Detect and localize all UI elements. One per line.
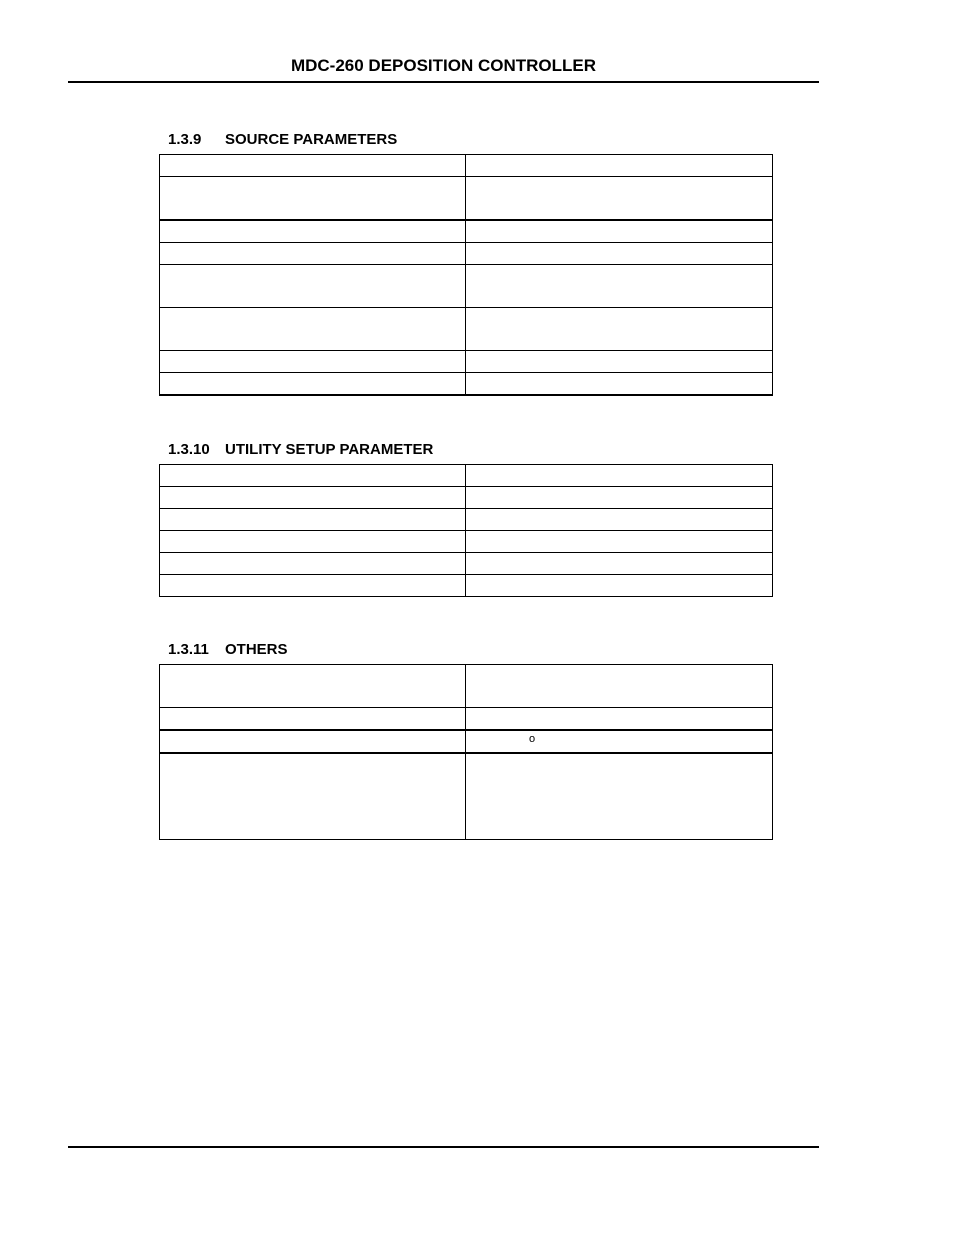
- section-title: OTHERS: [225, 641, 288, 658]
- degree-symbol: o: [529, 733, 536, 745]
- table-cell: [160, 465, 466, 487]
- table-cell: [160, 708, 466, 731]
- table-cell: [466, 465, 773, 487]
- table-cell: [160, 531, 466, 553]
- table-cell: [466, 730, 773, 753]
- table-cell: [466, 575, 773, 597]
- table-cell: [160, 553, 466, 575]
- table-cell: [466, 665, 773, 708]
- section-number: 1.3.11: [168, 641, 209, 658]
- section-number: 1.3.10: [168, 441, 210, 458]
- table-row: [160, 465, 773, 487]
- table-row: [160, 265, 773, 308]
- table-row: [160, 531, 773, 553]
- table-row: [160, 553, 773, 575]
- utility-setup-parameter-table: [159, 464, 773, 597]
- footer-rule: [68, 1146, 819, 1148]
- table-row: [160, 575, 773, 597]
- section-heading-utility-setup-parameter: [168, 441, 433, 459]
- section-heading-others: [168, 641, 288, 659]
- table-cell: [466, 243, 773, 265]
- table-cell: [160, 509, 466, 531]
- table-cell: [160, 177, 466, 221]
- table-cell: [466, 351, 773, 373]
- table-row: [160, 177, 773, 221]
- table-cell: [466, 509, 773, 531]
- section-heading-source-parameters: [168, 131, 397, 149]
- table-cell: [466, 308, 773, 351]
- table-row: [160, 308, 773, 351]
- table-row: [160, 509, 773, 531]
- table-cell: [160, 487, 466, 509]
- others-table: [159, 664, 773, 840]
- source-parameters-table: [159, 154, 773, 396]
- table-cell: [466, 373, 773, 396]
- table-row: [160, 155, 773, 177]
- table-cell: [160, 243, 466, 265]
- table-cell: [160, 665, 466, 708]
- table-cell: [466, 531, 773, 553]
- table-row: [160, 487, 773, 509]
- table-cell: [160, 351, 466, 373]
- table-cell: [160, 155, 466, 177]
- section-title: SOURCE PARAMETERS: [225, 131, 398, 148]
- table-row: [160, 730, 773, 753]
- table-row: [160, 243, 773, 265]
- page-header-title: MDC-260 DEPOSITION CONTROLLER: [290, 56, 597, 75]
- section-number: 1.3.9: [168, 131, 202, 148]
- table-row: [160, 373, 773, 396]
- table-row: [160, 753, 773, 840]
- table-cell: [160, 575, 466, 597]
- table-cell: [466, 708, 773, 731]
- header-rule: [68, 81, 819, 83]
- table-row: [160, 220, 773, 243]
- table-row: [160, 351, 773, 373]
- table-cell: [160, 308, 466, 351]
- table-cell: [160, 730, 466, 753]
- table-cell: [160, 220, 466, 243]
- table-cell: [160, 373, 466, 396]
- table-cell: [466, 155, 773, 177]
- table-cell: [466, 265, 773, 308]
- table-cell: [466, 177, 773, 221]
- section-title: UTILITY SETUP PARAMETER: [225, 441, 434, 458]
- table-cell: [466, 487, 773, 509]
- table-cell: [466, 220, 773, 243]
- table-cell: [160, 753, 466, 840]
- table-cell: [160, 265, 466, 308]
- table-cell: [466, 553, 773, 575]
- table-row: [160, 665, 773, 708]
- table-cell: [466, 753, 773, 840]
- table-row: [160, 708, 773, 731]
